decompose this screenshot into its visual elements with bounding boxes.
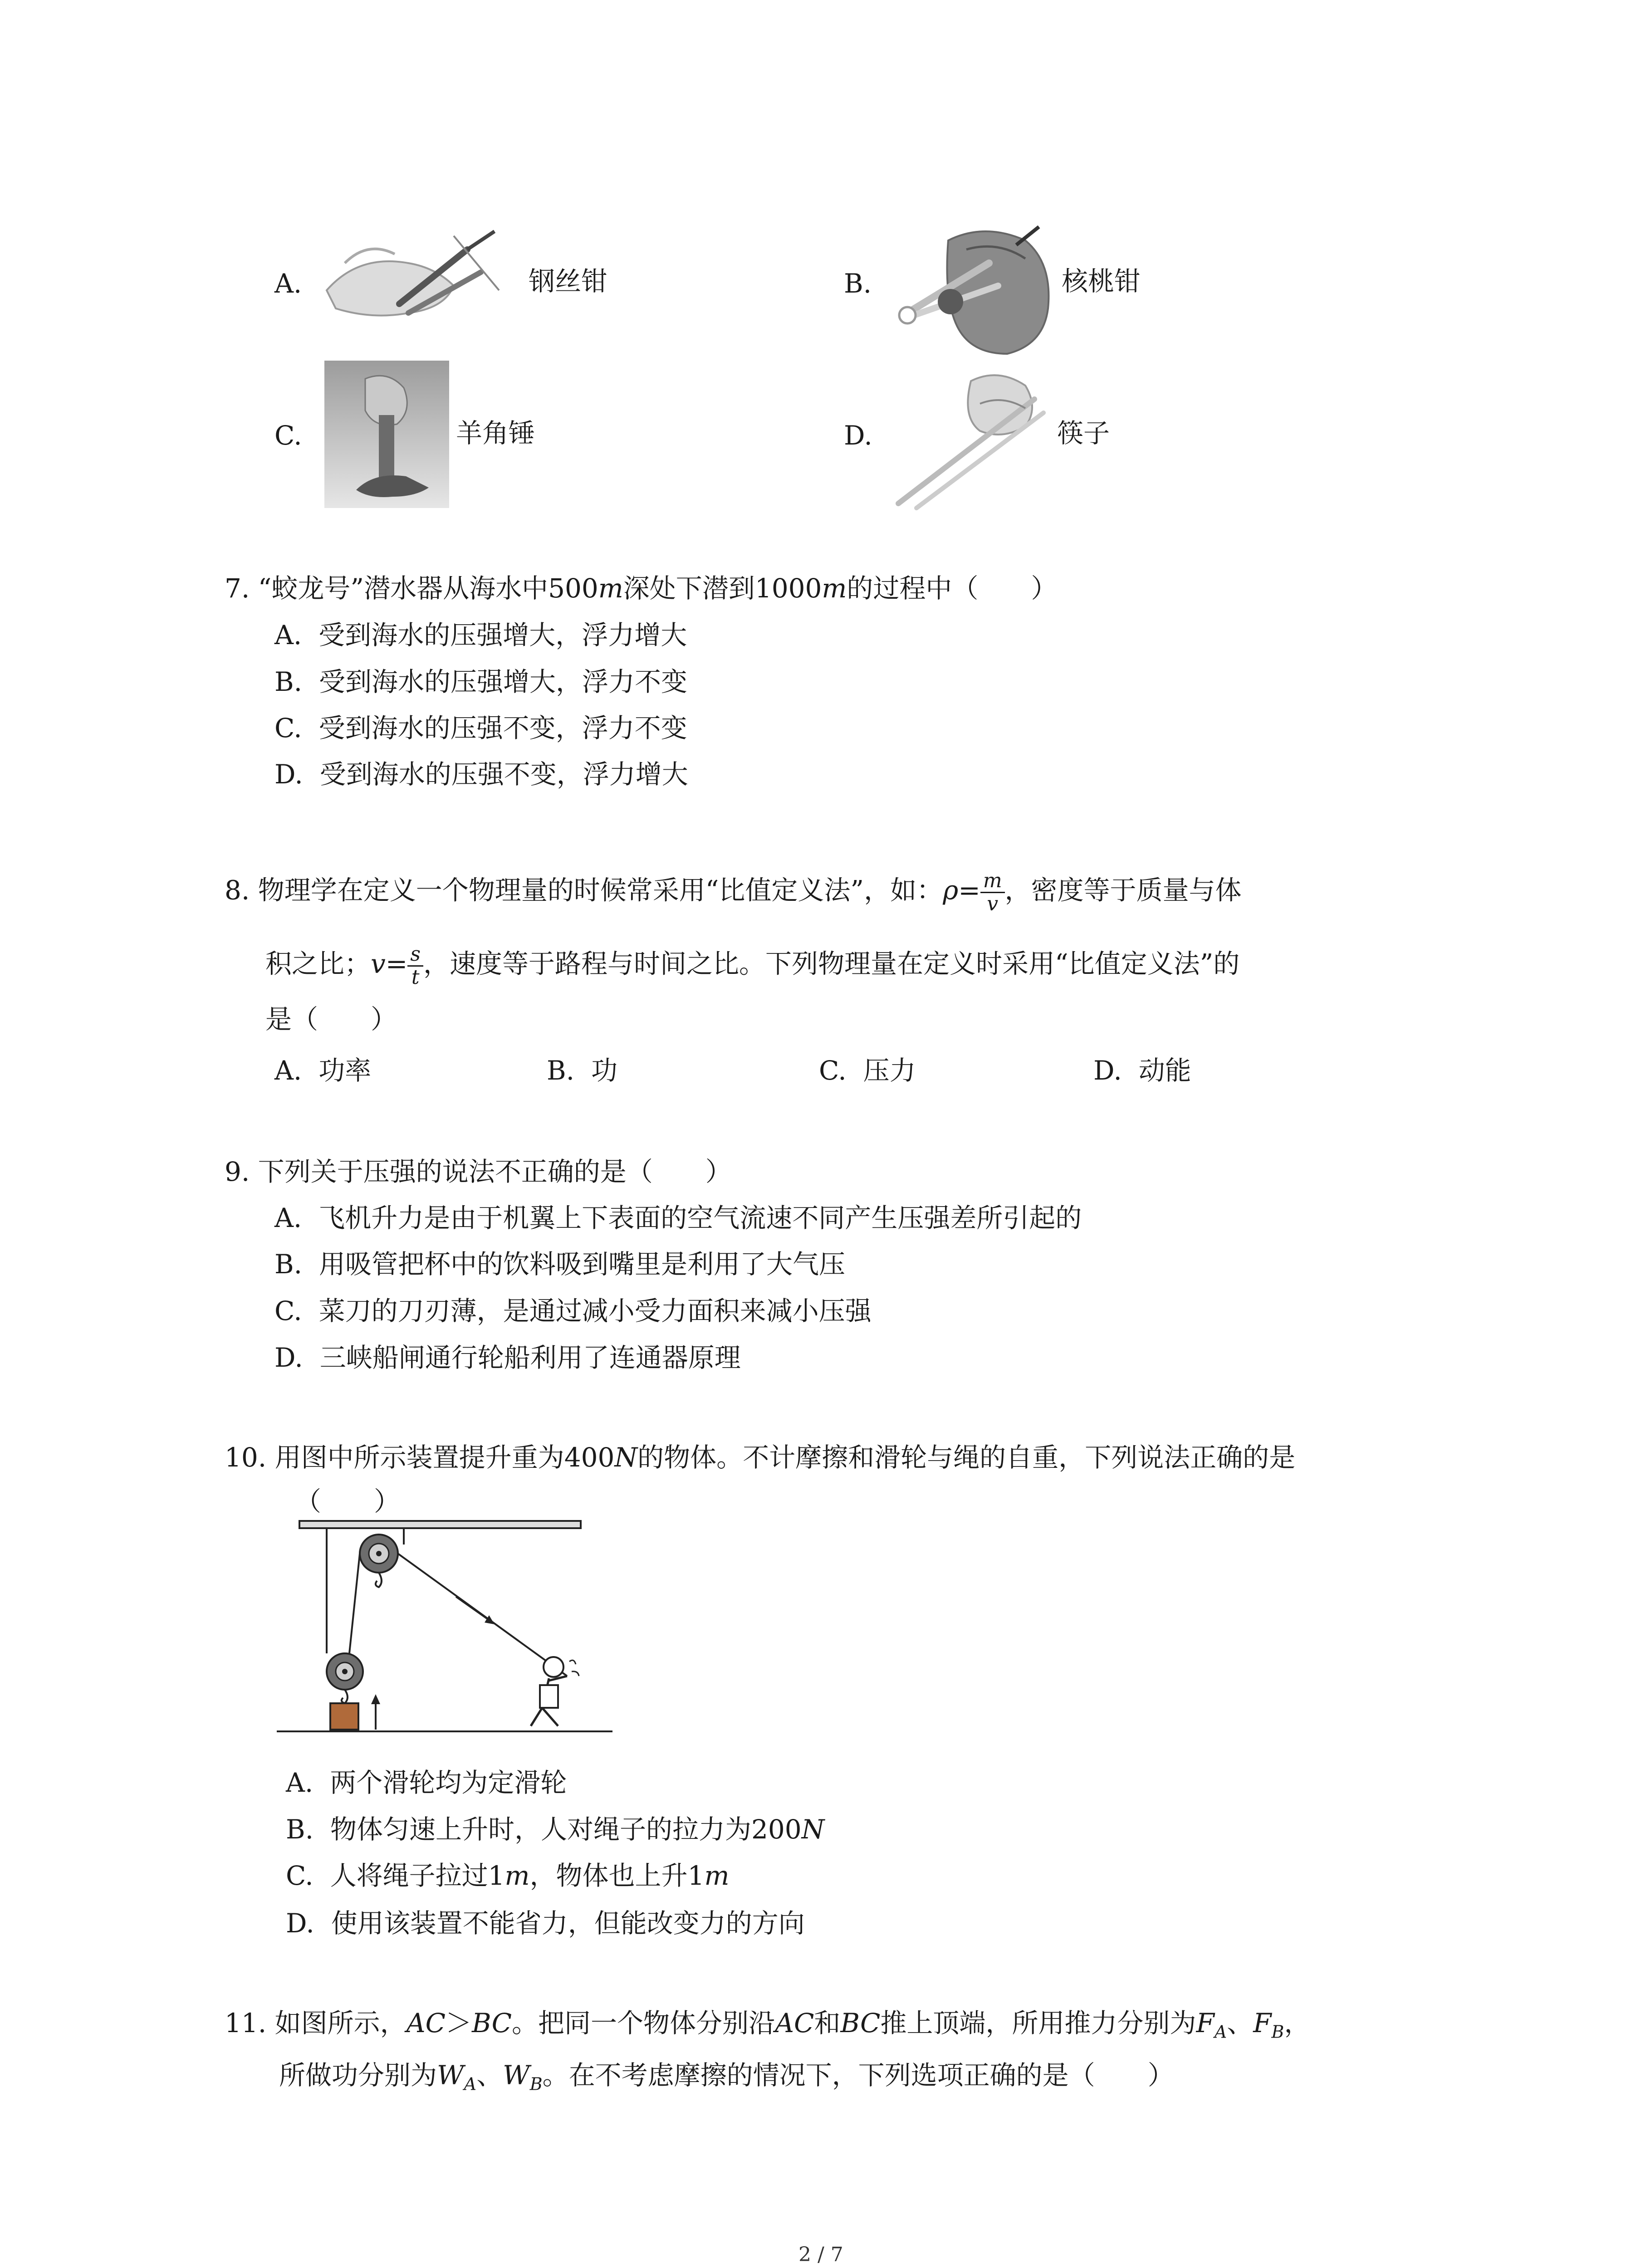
q6-option-c-letter: C. bbox=[274, 420, 302, 451]
q7-option-d bbox=[274, 758, 688, 790]
nutcracker-image bbox=[889, 222, 1066, 358]
q9-option-d bbox=[274, 1342, 741, 1374]
option-text: 用吸管把杯中的饮料吸到嘴里是利用了大气压 bbox=[318, 1249, 845, 1280]
option-text: 人将绳子拉过 bbox=[330, 1860, 488, 1891]
fraction-denominator: t bbox=[411, 966, 420, 989]
q6-option-d-letter: D. bbox=[844, 420, 872, 451]
q7-stem-part: 7. “蛟龙号”潜水器从海水中 bbox=[225, 573, 549, 604]
wire-pliers-image bbox=[318, 222, 517, 345]
q11-line-1 bbox=[225, 2007, 1310, 2048]
option-text: 动能 bbox=[1138, 1055, 1191, 1086]
q7-number: 1000 bbox=[754, 573, 822, 604]
q9-option-a bbox=[274, 1202, 1082, 1234]
option-text: 受到海水的压强增大，浮力增大 bbox=[318, 620, 687, 650]
q7-option-b bbox=[274, 666, 687, 698]
q6-option-d-name: 筷子 bbox=[1057, 418, 1110, 449]
option-unit: N bbox=[801, 1814, 825, 1845]
q8-text: 8. 物理学在定义一个物理量的时候常采用“比值定义法”，如： bbox=[225, 875, 943, 906]
option-letter: C. bbox=[819, 1055, 847, 1086]
q10-text: 的物体。不计摩擦和滑轮与绳的自重，下列说法正确的是 bbox=[637, 1442, 1296, 1473]
option-text: 功 bbox=[591, 1055, 617, 1086]
claw-hammer-image bbox=[324, 361, 449, 508]
option-text: ，物体也上升 bbox=[529, 1860, 688, 1891]
q11-text: 。把同一个物体分别沿 bbox=[512, 2008, 775, 2038]
q8-line-1 bbox=[225, 870, 1242, 915]
q10-answer-paren: （ ） bbox=[295, 1486, 401, 1517]
force-b: F bbox=[1253, 2008, 1272, 2038]
option-text: 两个滑轮均为定滑轮 bbox=[330, 1767, 567, 1798]
q10-option-c bbox=[286, 1860, 729, 1892]
force-a-subscript: A bbox=[1214, 2022, 1227, 2042]
option-letter: B. bbox=[274, 666, 303, 697]
q9-option-c bbox=[274, 1295, 872, 1327]
force-a: F bbox=[1196, 2008, 1215, 2038]
q8-option-b bbox=[547, 1055, 617, 1086]
option-text: 菜刀的刀刃薄，是通过减小受力面积来减小压强 bbox=[318, 1295, 872, 1326]
q7-stem bbox=[225, 572, 1057, 604]
option-letter: C. bbox=[286, 1860, 314, 1891]
work-a: W bbox=[437, 2060, 464, 2091]
segment-bc: BC bbox=[840, 2008, 881, 2038]
work-b: W bbox=[503, 2060, 530, 2091]
fraction-numerator: m bbox=[980, 870, 1005, 893]
q6-option-a-letter: A. bbox=[274, 268, 302, 299]
equals-sign: = bbox=[958, 875, 980, 906]
option-text: 受到海水的压强不变，浮力增大 bbox=[319, 759, 688, 790]
q8-option-a bbox=[274, 1055, 371, 1086]
fraction-denominator: v bbox=[987, 892, 999, 915]
q6-option-b-letter: B. bbox=[844, 268, 872, 299]
option-letter: D. bbox=[274, 1342, 303, 1373]
page-number: 2 / 7 bbox=[798, 2243, 843, 2266]
q6-option-c-name: 羊角锤 bbox=[456, 418, 535, 449]
chopsticks-image bbox=[889, 367, 1053, 517]
q10-stem bbox=[225, 1442, 1295, 1473]
separator: 、 bbox=[1227, 2008, 1254, 2038]
option-text: 使用该装置不能省力，但能改变力的方向 bbox=[331, 1908, 805, 1939]
q8-line-3: 是（ ） bbox=[265, 1004, 397, 1035]
q11-text: 11. 如图所示， bbox=[225, 2008, 407, 2038]
q11-text: 所做功分别为 bbox=[279, 2060, 437, 2091]
q10-option-a bbox=[286, 1767, 567, 1799]
q10-number: 400 bbox=[564, 1442, 615, 1473]
option-letter: C. bbox=[274, 713, 302, 743]
velocity-symbol: v bbox=[371, 948, 386, 979]
q9-stem: 9. 下列关于压强的说法不正确的是（ ） bbox=[225, 1156, 732, 1187]
option-number: 1 bbox=[488, 1860, 505, 1891]
q7-unit: m bbox=[822, 573, 847, 604]
q10-option-b bbox=[286, 1813, 824, 1845]
q8-text: ，密度等于质量与体 bbox=[1004, 875, 1242, 906]
velocity-fraction bbox=[407, 943, 423, 988]
equals-sign: = bbox=[385, 948, 408, 979]
option-letter: D. bbox=[286, 1908, 314, 1939]
option-letter: A. bbox=[274, 1055, 302, 1086]
option-letter: A. bbox=[286, 1767, 314, 1798]
segment-ac: AC bbox=[406, 2008, 446, 2038]
q8-text: 积之比； bbox=[265, 948, 371, 979]
greater-sign: ＞ bbox=[445, 2008, 472, 2038]
option-letter: C. bbox=[274, 1295, 302, 1326]
q8-option-c bbox=[819, 1055, 916, 1086]
option-letter: B. bbox=[547, 1055, 575, 1086]
q11-text: 和 bbox=[814, 2008, 841, 2038]
q10-text: 10. 用图中所示装置提升重为 bbox=[225, 1442, 564, 1473]
q7-unit: m bbox=[598, 573, 623, 604]
option-unit: m bbox=[505, 1860, 530, 1891]
q6-option-a-name: 钢丝钳 bbox=[529, 266, 608, 297]
q8-line-2 bbox=[265, 943, 1239, 988]
option-letter: A. bbox=[274, 1202, 302, 1233]
option-text: 物体匀速上升时，人对绳子的拉力为 bbox=[330, 1814, 751, 1845]
fraction-numerator: s bbox=[407, 943, 423, 967]
pulley-system-diagram bbox=[277, 1517, 622, 1753]
option-text: 三峡船闸通行轮船利用了连通器原理 bbox=[319, 1342, 741, 1373]
option-number: 1 bbox=[687, 1860, 705, 1891]
q9-option-b bbox=[274, 1248, 845, 1280]
q7-option-c bbox=[274, 712, 687, 744]
q10-option-d bbox=[286, 1907, 805, 1939]
q11-text: 推上顶端，所用推力分别为 bbox=[880, 2008, 1196, 2038]
segment-ac: AC bbox=[775, 2008, 814, 2038]
option-text: 受到海水的压强不变，浮力不变 bbox=[318, 713, 687, 743]
q11-text: 。在不考虑摩擦的情况下，下列选项正确的是（ ） bbox=[542, 2060, 1174, 2091]
q8-text: ，速度等于路程与时间之比。下列物理量在定义时采用“比值定义法”的 bbox=[423, 948, 1240, 979]
option-letter: D. bbox=[1093, 1055, 1122, 1086]
q6-option-b-name: 核桃钳 bbox=[1062, 266, 1141, 297]
segment-bc: BC bbox=[471, 2008, 512, 2038]
option-text: 受到海水的压强增大，浮力不变 bbox=[318, 666, 687, 697]
separator: 、 bbox=[476, 2060, 503, 2091]
option-text: 飞机升力是由于机翼上下表面的空气流速不同产生压强差所引起的 bbox=[318, 1202, 1082, 1233]
option-unit: m bbox=[704, 1860, 730, 1891]
work-b-subscript: B bbox=[529, 2074, 543, 2094]
option-letter: D. bbox=[274, 759, 303, 790]
option-letter: B. bbox=[286, 1814, 314, 1845]
force-b-subscript: B bbox=[1271, 2022, 1284, 2042]
q11-line-2 bbox=[279, 2059, 1174, 2100]
q7-stem-part: 的过程中（ ） bbox=[847, 573, 1058, 604]
q7-number: 500 bbox=[548, 573, 598, 604]
q8-option-d bbox=[1093, 1055, 1191, 1086]
rho-symbol: ρ bbox=[943, 875, 959, 906]
q7-option-a bbox=[274, 619, 687, 651]
q10-unit: N bbox=[614, 1442, 638, 1473]
work-a-subscript: A bbox=[464, 2074, 477, 2094]
option-letter: A. bbox=[274, 620, 302, 650]
option-text: 压力 bbox=[863, 1055, 916, 1086]
option-text: 功率 bbox=[318, 1055, 372, 1086]
separator: ， bbox=[1284, 2008, 1311, 2038]
density-fraction bbox=[980, 870, 1005, 915]
option-letter: B. bbox=[274, 1249, 303, 1280]
q7-stem-part: 深处下潜到 bbox=[623, 573, 755, 604]
option-number: 200 bbox=[751, 1814, 802, 1845]
